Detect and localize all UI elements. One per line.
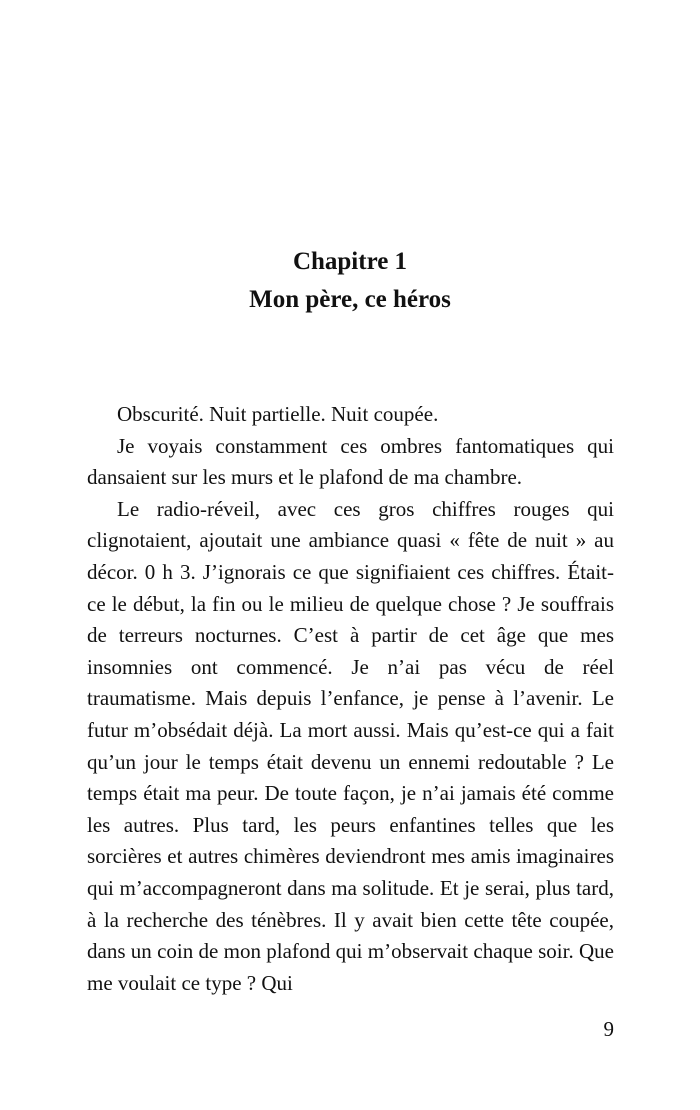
chapter-body (87, 399, 614, 999)
chapter-heading (0, 243, 700, 319)
chapter-number: Chapitre 1 (292, 248, 408, 275)
paragraph: Je voyais constamment ces ombres fantomatiques qui dansaient sur les murs et le plafond de ma chambre. (87, 433, 614, 490)
paragraph: Le radio-réveil, avec ces gros chiffres rouges qui clignotaient, ajoutait une ambiance quasi « fête de nuit » au décor. 0 h 3. J’ignorais ce que signifiaient ces chiffres. Était-ce le début, la fin ou le milieu de quelque chose ? Je souffrais de terreurs nocturnes. C’est à partir de cet âge que mes insomnies ont commencé. Je n’ai pas vécu de réel traumatisme. Mais depuis l’enfance, je pense à l’avenir. Le futur m’obsédait déjà. La mort aussi. Mais qu’est-ce qui a fait qu’un jour le temps était devenu un ennemi redoutable ? Le temps était ma peur. De toute façon, je n’ai jamais été comme les autres. Plus tard, les peurs enfantines telles que les sorcières et autres chimères deviendront mes amis imaginaires qui m’accompagneront dans ma solitude. Et je serai, plus tard, à la recherche des ténèbres. Il y avait bien cette tête coupée, dans un coin de mon plafond qui m’observait chaque soir. Que me voulait ce type ? Qui (87, 496, 614, 995)
chapter-title: Mon père, ce héros (249, 286, 451, 313)
paragraph: Obscurité. Nuit partielle. Nuit coupée. (117, 402, 439, 426)
page-number: 9 (603, 1017, 614, 1041)
